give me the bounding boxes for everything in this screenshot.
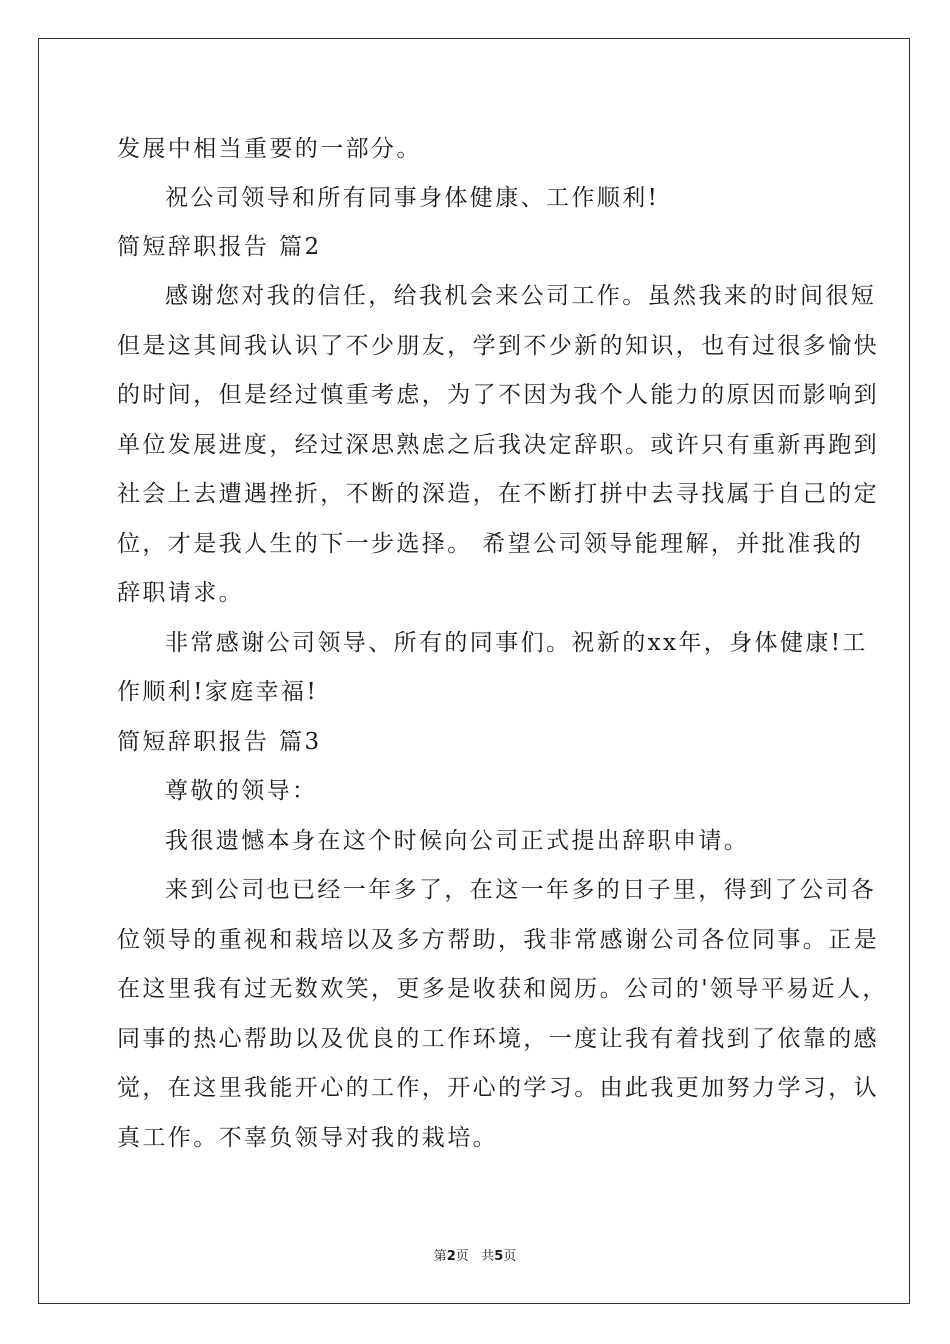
text-line: 同事的热心帮助以及优良的工作环境，一度让我有着找到了依靠的感: [117, 1026, 879, 1052]
text-line: 的时间，但是经过慎重考虑，为了不因为我个人能力的原因而影响到: [117, 382, 879, 408]
text-line: 位，才是我人生的下一步选择。 希望公司领导能理解，并批准我的: [117, 531, 864, 557]
footer-suffix: 页: [503, 1249, 517, 1264]
text-line: 位领导的重视和栽培以及多方帮助，我非常感谢公司各位同事。正是: [117, 927, 879, 953]
text-line: 祝公司领导和所有同事身体健康、工作顺利!: [165, 185, 660, 211]
page-footer: [0, 1248, 950, 1266]
current-page-number: 2: [446, 1249, 456, 1264]
footer-prefix: 第: [433, 1249, 447, 1264]
footer-mid: 页 共: [455, 1249, 495, 1264]
text-line: 尊敬的领导：: [165, 778, 318, 804]
text-line: 作顺利!家庭幸福!: [117, 679, 319, 705]
text-line: 但是这其间我认识了不少朋友，学到不少新的知识，也有过很多愉快: [117, 333, 879, 359]
text-line: 觉，在这里我能开心的工作，开心的学习。由此我更加努力学习，认: [117, 1075, 879, 1101]
section-heading: 简短辞职报告 篇3: [117, 729, 322, 755]
text-line: 单位发展进度，经过深思熟虑之后我决定辞职。或许只有重新再跑到: [117, 432, 879, 458]
text-line: 发展中相当重要的一部分。: [117, 136, 422, 162]
text-line: 非常感谢公司领导、所有的同事们。祝新的xx年，身体健康!工: [165, 630, 868, 656]
page-border: [38, 38, 910, 1304]
section-heading: 简短辞职报告 篇2: [117, 234, 322, 260]
text-line: 社会上去遭遇挫折，不断的深造，在不断打拼中去寻找属于自己的定: [117, 481, 879, 507]
text-line: 感谢您对我的信任，给我机会来公司工作。虽然我来的时间很短: [165, 283, 877, 309]
total-pages-number: 5: [494, 1249, 504, 1264]
text-line: 在这里我有过无数欢笑，更多是收获和阅历。公司的'领导平易近人，: [117, 976, 888, 1002]
text-line: 我很遗憾本身在这个时候向公司正式提出辞职申请。: [165, 828, 750, 854]
text-line: 真工作。不辜负领导对我的栽培。: [117, 1125, 498, 1151]
text-line: 辞职请求。: [117, 580, 244, 606]
text-line: 来到公司也已经一年多了，在这一年多的日子里，得到了公司各: [165, 877, 877, 903]
